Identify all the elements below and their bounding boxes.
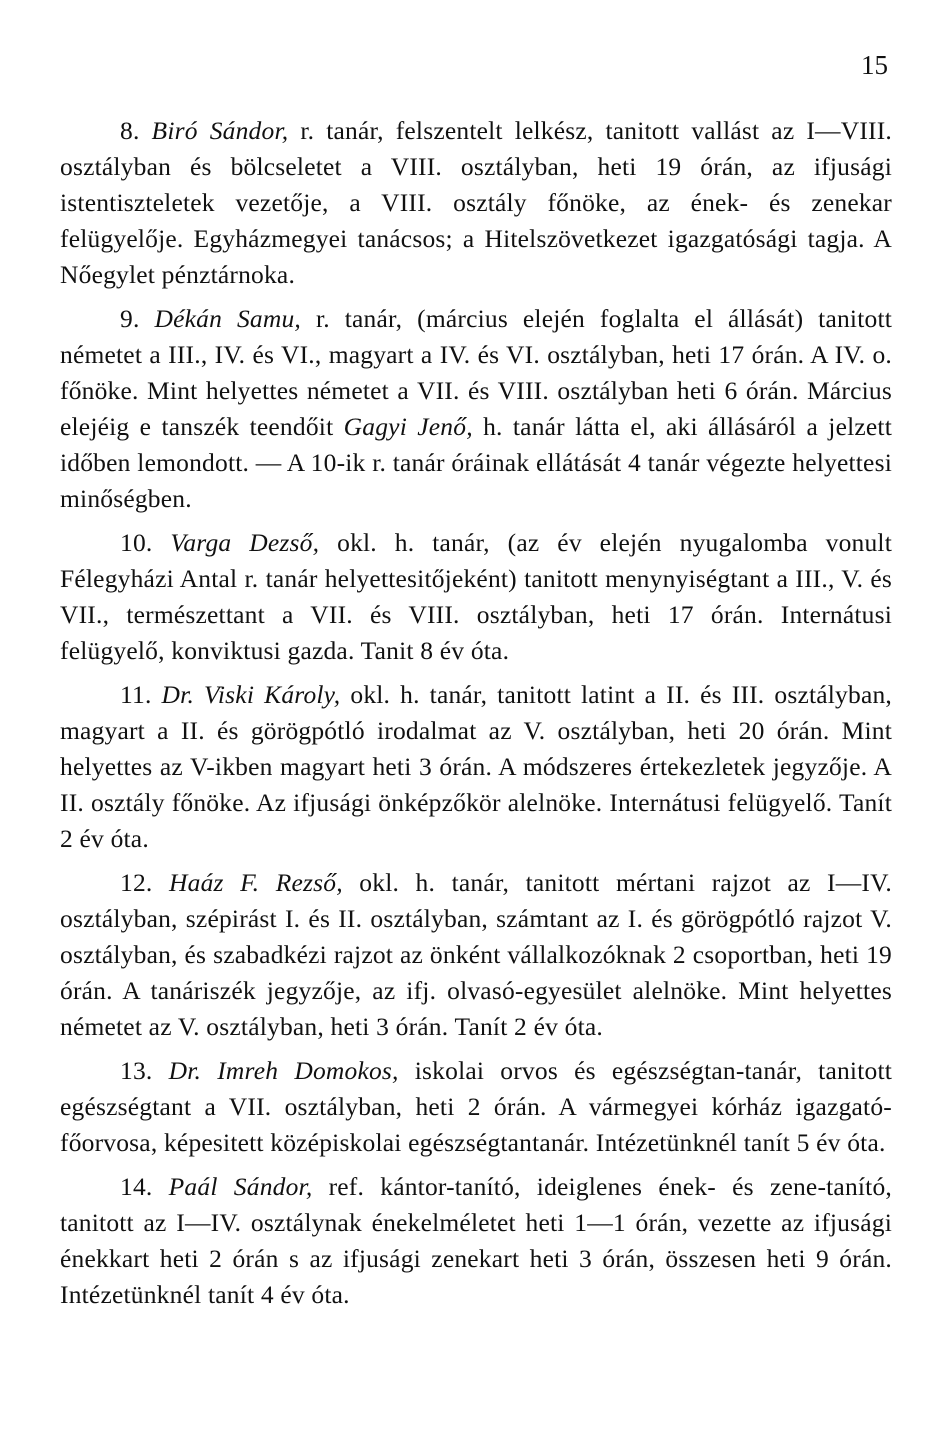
- entry-number: 11.: [120, 680, 152, 709]
- teacher-name: Dékán Samu,: [154, 304, 301, 333]
- entry-number: 14.: [120, 1172, 153, 1201]
- teacher-name: Biró Sándor,: [151, 116, 289, 145]
- entry-9: [60, 301, 892, 517]
- entry-text: iskolai orvos és egészségtan-tanár, tanitott egészségtant a VII. osztályban, heti 2 órán. A vármegyei kórház igazgató-főorvosa, képesitett középiskolai egészségtantanár. Intézetünknél tanít 5 év óta.: [60, 1056, 893, 1157]
- entry-text: okl. h. tanár, tanitott mértani rajzot az I—IV. osztályban, szépirást I. és II. osztályban, számtant az I. és görögpótló rajzot V. osztályban, és szabadkézi rajzot az önként vállalkozóknak 2 csoportban, heti 19 órán. A tanáriszék jegyzője, az ifj. olvasó-egyesület alelnöke. Mint helyettes németet az V. osztályban, heti 3 órán. Tanít 2 év óta.: [60, 868, 893, 1041]
- entry-13: [60, 1053, 892, 1161]
- body-text: [60, 113, 892, 1321]
- entry-number: 13.: [120, 1056, 153, 1085]
- entry-text: r. tanár, (március elején foglalta el állását) tanitott németet a III., IV. és VI., magyart a IV. és VI. osztályban, heti 17 órán. A IV. o. főnöke. Mint helyettes németet a VII. és VIII. osztályban heti 6 órán. Március elejéig e tanszék teendőit: [60, 304, 893, 441]
- page-number: 15: [861, 50, 888, 80]
- teacher-name: Haáz F. Rezső,: [169, 868, 343, 897]
- entry-text: r. tanár, felszentelt lelkész, tanitott vallást az I—VIII. osztályban és bölcseletet a VIII. osztályban, heti 19 órán, az ifjusági istentiszteletek vezetője, a VIII. osztály főnöke, az ének- és zenekar felügyelője. Egyházmegyei tanácsos; a Hitelszövetkezet igazgatósági tagja. A Nőegylet pénztárnoka.: [60, 116, 892, 289]
- entry-text: ref. kántor-tanító, ideiglenes ének- és zene-tanító, tanitott az I—IV. osztálynak énekelméletet heti 1—1 órán, vezette az ifjusági énekkart heti 2 órán s az ifjusági zenekart heti 3 órán, összesen heti 9 órán. Intézetünknél tanít 4 év óta.: [60, 1172, 892, 1309]
- entry-number: 9.: [120, 304, 140, 333]
- entry-8: [60, 113, 892, 293]
- entry-number: 8.: [120, 116, 140, 145]
- entry-11: [60, 677, 892, 857]
- substitute-name: Gagyi Jenő,: [343, 412, 473, 441]
- entry-text: okl. h. tanár, (az év elején nyugalomba vonult Félegyházi Antal r. tanár helyettesitőjeként) tanitott menynyiségtant a III., V. és VII., természettant a VII. és VIII. osztályban, heti 17 órán. Internátusi felügyelő, konviktusi gazda. Tanit 8 év óta.: [60, 528, 892, 665]
- entry-10: [60, 525, 892, 669]
- entry-number: 12.: [120, 868, 153, 897]
- entry-text-continued: h. tanár látta el, aki állásáról a jelzett időben lemondott. — A 10-ik r. tanár óráinak ellátását 4 tanár végezte helyettesi minőségben.: [60, 412, 893, 513]
- entry-number: 10.: [120, 528, 153, 557]
- teacher-name: Dr. Imreh Domokos,: [168, 1056, 399, 1085]
- teacher-name: Varga Dezső,: [170, 528, 320, 557]
- teacher-name: Paál Sándor,: [168, 1172, 313, 1201]
- entry-text: okl. h. tanár, tanitott latint a II. és III. osztályban, magyart a II. és görögpótló irodalmat az V. osztályban, heti 20 órán. Mint helyettes az V-ikben magyart heti 3 órán. A módszeres értekezletek jegyzője. A II. osztály főnöke. Az ifjusági önképzőkör alelnöke. Internátusi felügyelő. Tanít 2 év óta.: [60, 680, 892, 853]
- entry-12: [60, 865, 892, 1045]
- teacher-name: Dr. Viski Károly,: [161, 680, 341, 709]
- entry-14: [60, 1169, 892, 1313]
